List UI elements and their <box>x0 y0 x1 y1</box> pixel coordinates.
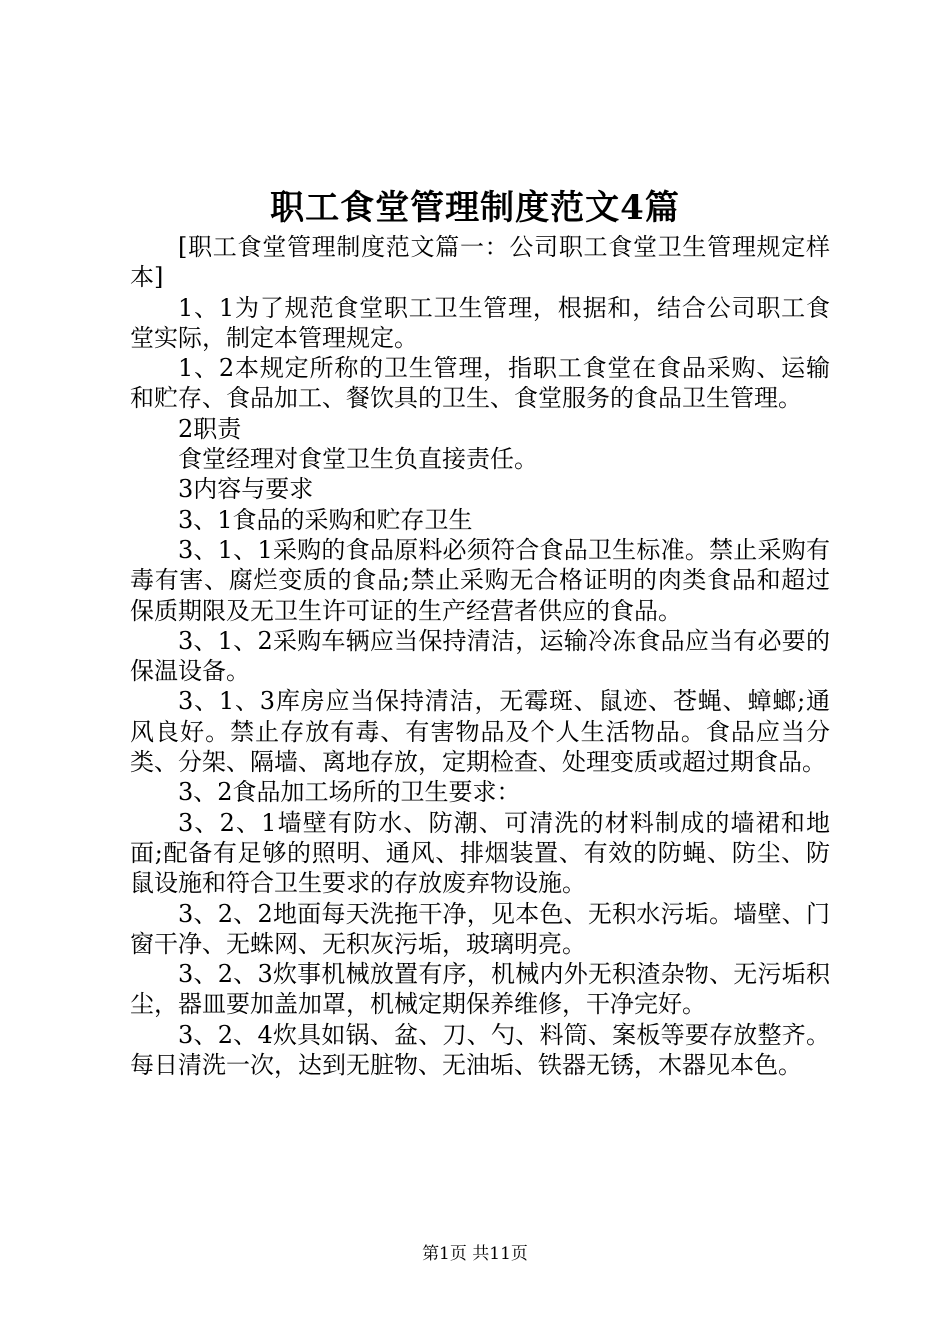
paragraph: 3、1、2采购车辆应当保持清洁，运输冷冻食品应当有必要的保温设备。 <box>130 626 830 686</box>
document-body <box>130 232 830 1080</box>
page-number-footer: 第1页 共11页 <box>422 1244 528 1264</box>
paragraph: 1、1为了规范食堂职工卫生管理，根据和，结合公司职工食堂实际，制定本管理规定。 <box>130 293 830 352</box>
paragraph: 3、2、3炊事机械放置有序，机械内外无积渣杂物、无污垢积尘，器皿要加盖加罩，机械定期保养维修，干净完好。 <box>130 960 830 1019</box>
paragraph: 3、2、1墙壁有防水、防潮、可清洗的材料制成的墙裙和地面;配备有足够的照明、通风、排烟装置、有效的防蝇、防尘、防鼠设施和符合卫生要求的存放废弃物设施。 <box>130 808 830 898</box>
paragraph: 3、2、2地面每天洗拖干净，见本色、无积水污垢。墙壁、门窗干净、无蛛网、无积灰污垢，玻璃明亮。 <box>130 899 830 958</box>
paragraph: 食堂经理对食堂卫生负直接责任。 <box>178 445 538 474</box>
paragraph: 3、1食品的采购和贮存卫生 <box>178 505 473 534</box>
paragraph: 3、1、1采购的食品原料必须符合食品卫生标准。禁止采购有毒有害、腐烂变质的食品;禁止采购无合格证明的肉类食品和超过保质期限及无卫生许可证的生产经营者供应的食品。 <box>130 535 830 625</box>
paragraph: 3、2食品加工场所的卫生要求： <box>178 778 521 807</box>
paragraph: [职工食堂管理制度范文篇一：公司职工食堂卫生管理规定样本] <box>130 233 830 292</box>
paragraph: 2职责 <box>178 414 242 443</box>
document-title: 职工食堂管理制度范文4篇 <box>270 188 680 228</box>
paragraph: 1、2本规定所称的卫生管理，指职工食堂在食品采购、运输和贮存、食品加工、餐饮具的卫生、食堂服务的食品卫生管理。 <box>130 354 830 413</box>
paragraph: 3、2、4炊具如锅、盆、刀、勺、料筒、案板等要存放整齐。每日清洗一次，达到无脏物、无油垢、铁器无锈，木器见本色。 <box>130 1020 830 1080</box>
paragraph: 3内容与要求 <box>178 475 314 504</box>
paragraph: 3、1、3库房应当保持清洁，无霉斑、鼠迹、苍蝇、蟑螂;通风良好。禁止存放有毒、有害物品及个人生活物品。食品应当分类、分架、隔墙、离地存放，定期检查、处理变质或超过期食品。 <box>130 687 830 777</box>
